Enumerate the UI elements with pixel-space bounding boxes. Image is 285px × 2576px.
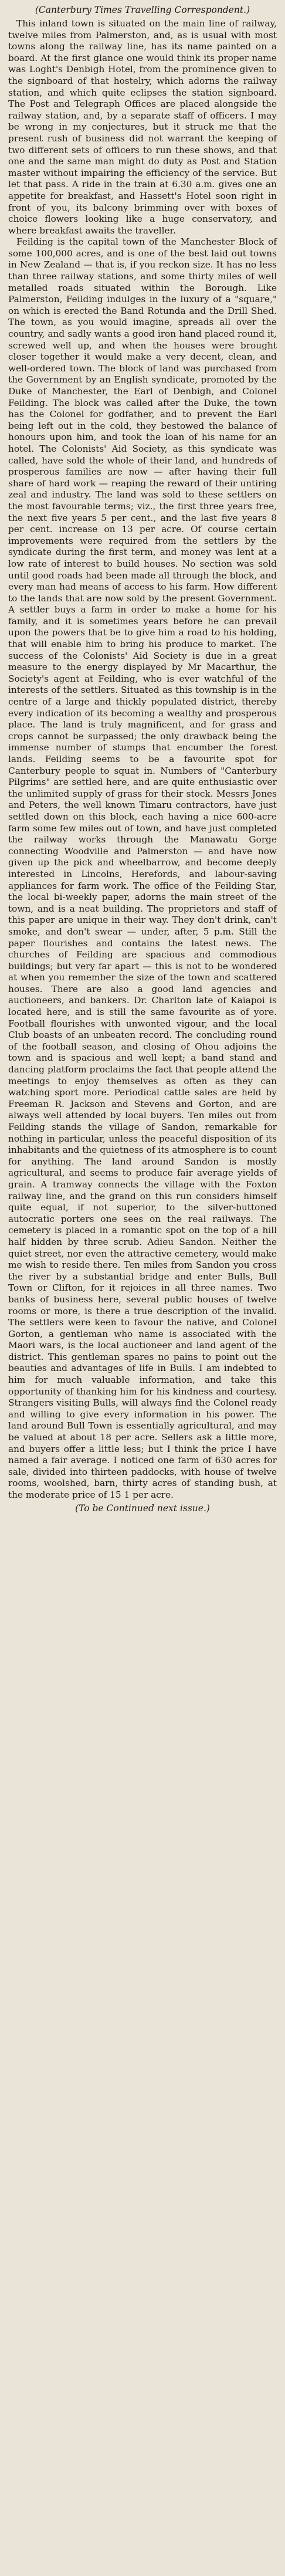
article-paragraph-feilding: Feilding is the capital town of the Manchester Block of some 100,000 acres, and is one of the best laid out towns in New Zealand — that is, if you reckon size. It has no less than three railway stations, and some thirty miles of well metalled roads situated within the Borough. Like Palmerston, Feilding indulges in the luxury of a "square," on which is erected the Band Rotunda and the Drill Shed. The town, as you would imagine, spreads all over the country, and sadly wants a good iron hand placed round it, screwed well up, and when the houses were brought closer together it would make a very decent, clean, and well-ordered town. The block of land was purchased from the Government by an English syndicate, promoted by the Duke of Manchester, the Earl of Denbigh, and Colonel Feilding. The block was called after the Duke, the town has the Colonel for godfather, and to prevent the Earl being left out in the cold, they bestowed the balance of honours upon him, and took the loan of his name for an hotel. The Colonists' Aid Society, as this syndicate was called, have sold the whole of their land, and hundreds of prosperous families are now — after having their full share of hard work — reaping the reward of their untiring zeal and industry. The land was sold to these settlers on the most favourable terms; viz., the first three years free, the next five years 5 per cent., and the last five years 8 per cent. increase on 13 per acre. Of course certain improvements were required from the settlers by the syndicate during the first term, and money was lent at a low rate of interest to build houses. No section was sold until good roads had been made all through the block, and every man had means of access to his farm. How different to the lands that are now sold by the present Government. A settler buys a farm in order to make a home for his family, and it is sometimes years before he can prevail upon the powers that be to give him a road to his holding, that will enable him to bring his produce to market. The success of the Colonists' Aid Society is due in a great measure to the energy displayed by Mr Macarthur, the Society's agent at Feilding, who is ever watchful of the interests of the settlers. Situated as this township is in the centre of a large and thickly populated district, thereby every indication of its becoming a wealthy and prosperous place. The land is truly magnificent, and for grass and crops cannot be surpassed; the only drawback being the immense number of stumps that encumber the forest lands. Feilding seems to be a favourite spot for Canterbury people to squat in. Numbers of "Canterbury Pilgrims" are settled here, and are quite enthusiastic over the unlimited supply of grass for their stock. Messrs Jones and Peters, the well known Timaru contractors, have just settled down on this block, each having a nice 600-acre farm some few miles out of town, and have just completed the railway works through the Manawatu Gorge connecting Woodville and Palmerston — and have now given up the pick and wheelbarrow, and become deeply interested in Lincolns, Herefords, and labour-saving appliances for farm work. The office of the Feilding Star, the local bi-weekly paper, adorns the main street of the town, and is a neat building. The proprietors and staff of this paper are unique in their way. They don't drink, can't smoke, and don't swear — under, after, 5 p.m. Still the paper flourishes and contains the latest news. The churches of Feilding are spacious and commodious buildings; but very far apart — this is not to be wondered at when you remember the size of the town and scattered houses. There are also a good land agencies and auctioneers, and bankers. Dr. Charlton late of Kaiapoi is located here, and is still the same favourite as of yore. Football flourishes with unwonted vigour, and the local Club boasts of an unbeaten record. The concluding round of the football season, and closing of Ohou adjoins the town and is spacious and well kept; a band stand and dancing platform proclaims the fact that people attend the meetings to enjoy themselves as often as they can watching sport more. Periodical cattle sales are held by Freeman R. Jackson and Stevens and Gorton, and are always well attended by local buyers. Ten miles out from Feilding stands the village of Sandon, remarkable for nothing in particular, unless the peaceful disposition of its inhabitants and the quietness of its atmosphere is to count for anything. The land around Sandon is mostly agricultural, and seems to produce fair average yields of grain. A tramway connects the village with the Foxton railway line, and the grand on this run considers himself quite equal, if not superior, to the silver-buttoned autocratic porters one sees on the real railways. The cemetery is placed in a romantic spot on the top of a hill half hidden by three scrub. Adieu Sandon. Neither the quiet street, nor even the attractive cemetery, would make me wish to reside there. Ten miles from Sandon you cross the river by a substantial bridge and enter Bulls, Bull Town or Clifton, for it rejoices in all three names. Two banks of business here, several public houses of twelve rooms or more, is there a true description of the invalid. The settlers were keen to favour the native, and Colonel Gorton, a gentleman who name is associated with the Maori wars, is the local auctioneer and land agent of the district. This gentleman spares no pains to point out the beauties and advantages of life in Bulls. I am indebted to him for much valuable information, and take this opportunity of thanking him for his kindness and courtesy. Strangers visiting Bulls, will always find the Colonel ready and willing to give every information in his power. The land around Bull Town is essentially agricultural, and may be valued at about 18 per acre. Sellers ask a little more, and buyers offer a little less; but I think the price I have named a fair average. I noticed one farm of 630 acres for sale, divided into thirteen paddocks, with house of twelve rooms, woolshed, barn, thirty acres of standing bush, at the moderate price of 15 1 per acre.	[8, 236, 277, 1500]
correspondent-byline: (Canterbury Times Travelling Correspondent.)	[35, 5, 250, 15]
continued-notice: (To be Continued next issue.)	[75, 1502, 210, 1514]
article-paragraph-intro: This inland town is situated on the main line of railway, twelve miles from Palmerston, and, as is usual with most towns along the railway line, has its name painted on a board. At the first glance one would think its proper name was Loght's Denbigh Hotel, from the prominence given to the signboard of that hostelry, which adorns the railway station, and which quite eclipses the station signboard. The Post and Telegraph Offices are placed alongside the railway station, and, by a separate staff of officers. I may be wrong in my conjectures, but it struck me that the present rush of business did not warrant the keeping of two different sets of officers to run these shows, and that one and the same man might do duty as Post and Station master without impairing the efficiency of the service. But let that pass. A ride in the train at 6.30 a.m. gives one an appetite for breakfast, and Hassett's Hotel soon right in front of you, its balcony brimming over with boxes of choice flowers looking like a huge conservatory, and where breakfast awaits the traveller.	[8, 18, 277, 236]
